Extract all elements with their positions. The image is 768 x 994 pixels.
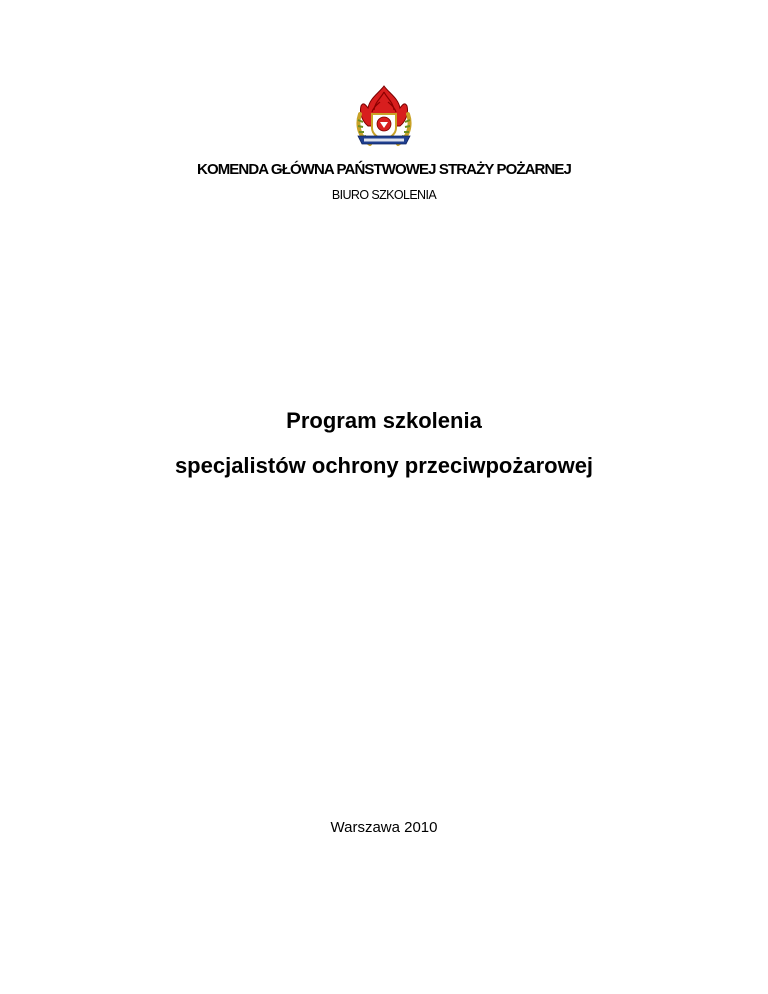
organization-name: KOMENDA GŁÓWNA PAŃSTWOWEJ STRAŻY POŻARNEJ — [197, 161, 571, 178]
department-name: BIURO SZKOLENIA — [331, 188, 437, 202]
document-title-line-2: specjalistów ochrony przeciwpożarowej — [174, 453, 594, 478]
place-and-date: Warszawa 2010 — [330, 819, 438, 836]
fire-service-emblem-icon — [350, 84, 418, 152]
document-title-line-1: Program szkolenia — [286, 408, 482, 433]
